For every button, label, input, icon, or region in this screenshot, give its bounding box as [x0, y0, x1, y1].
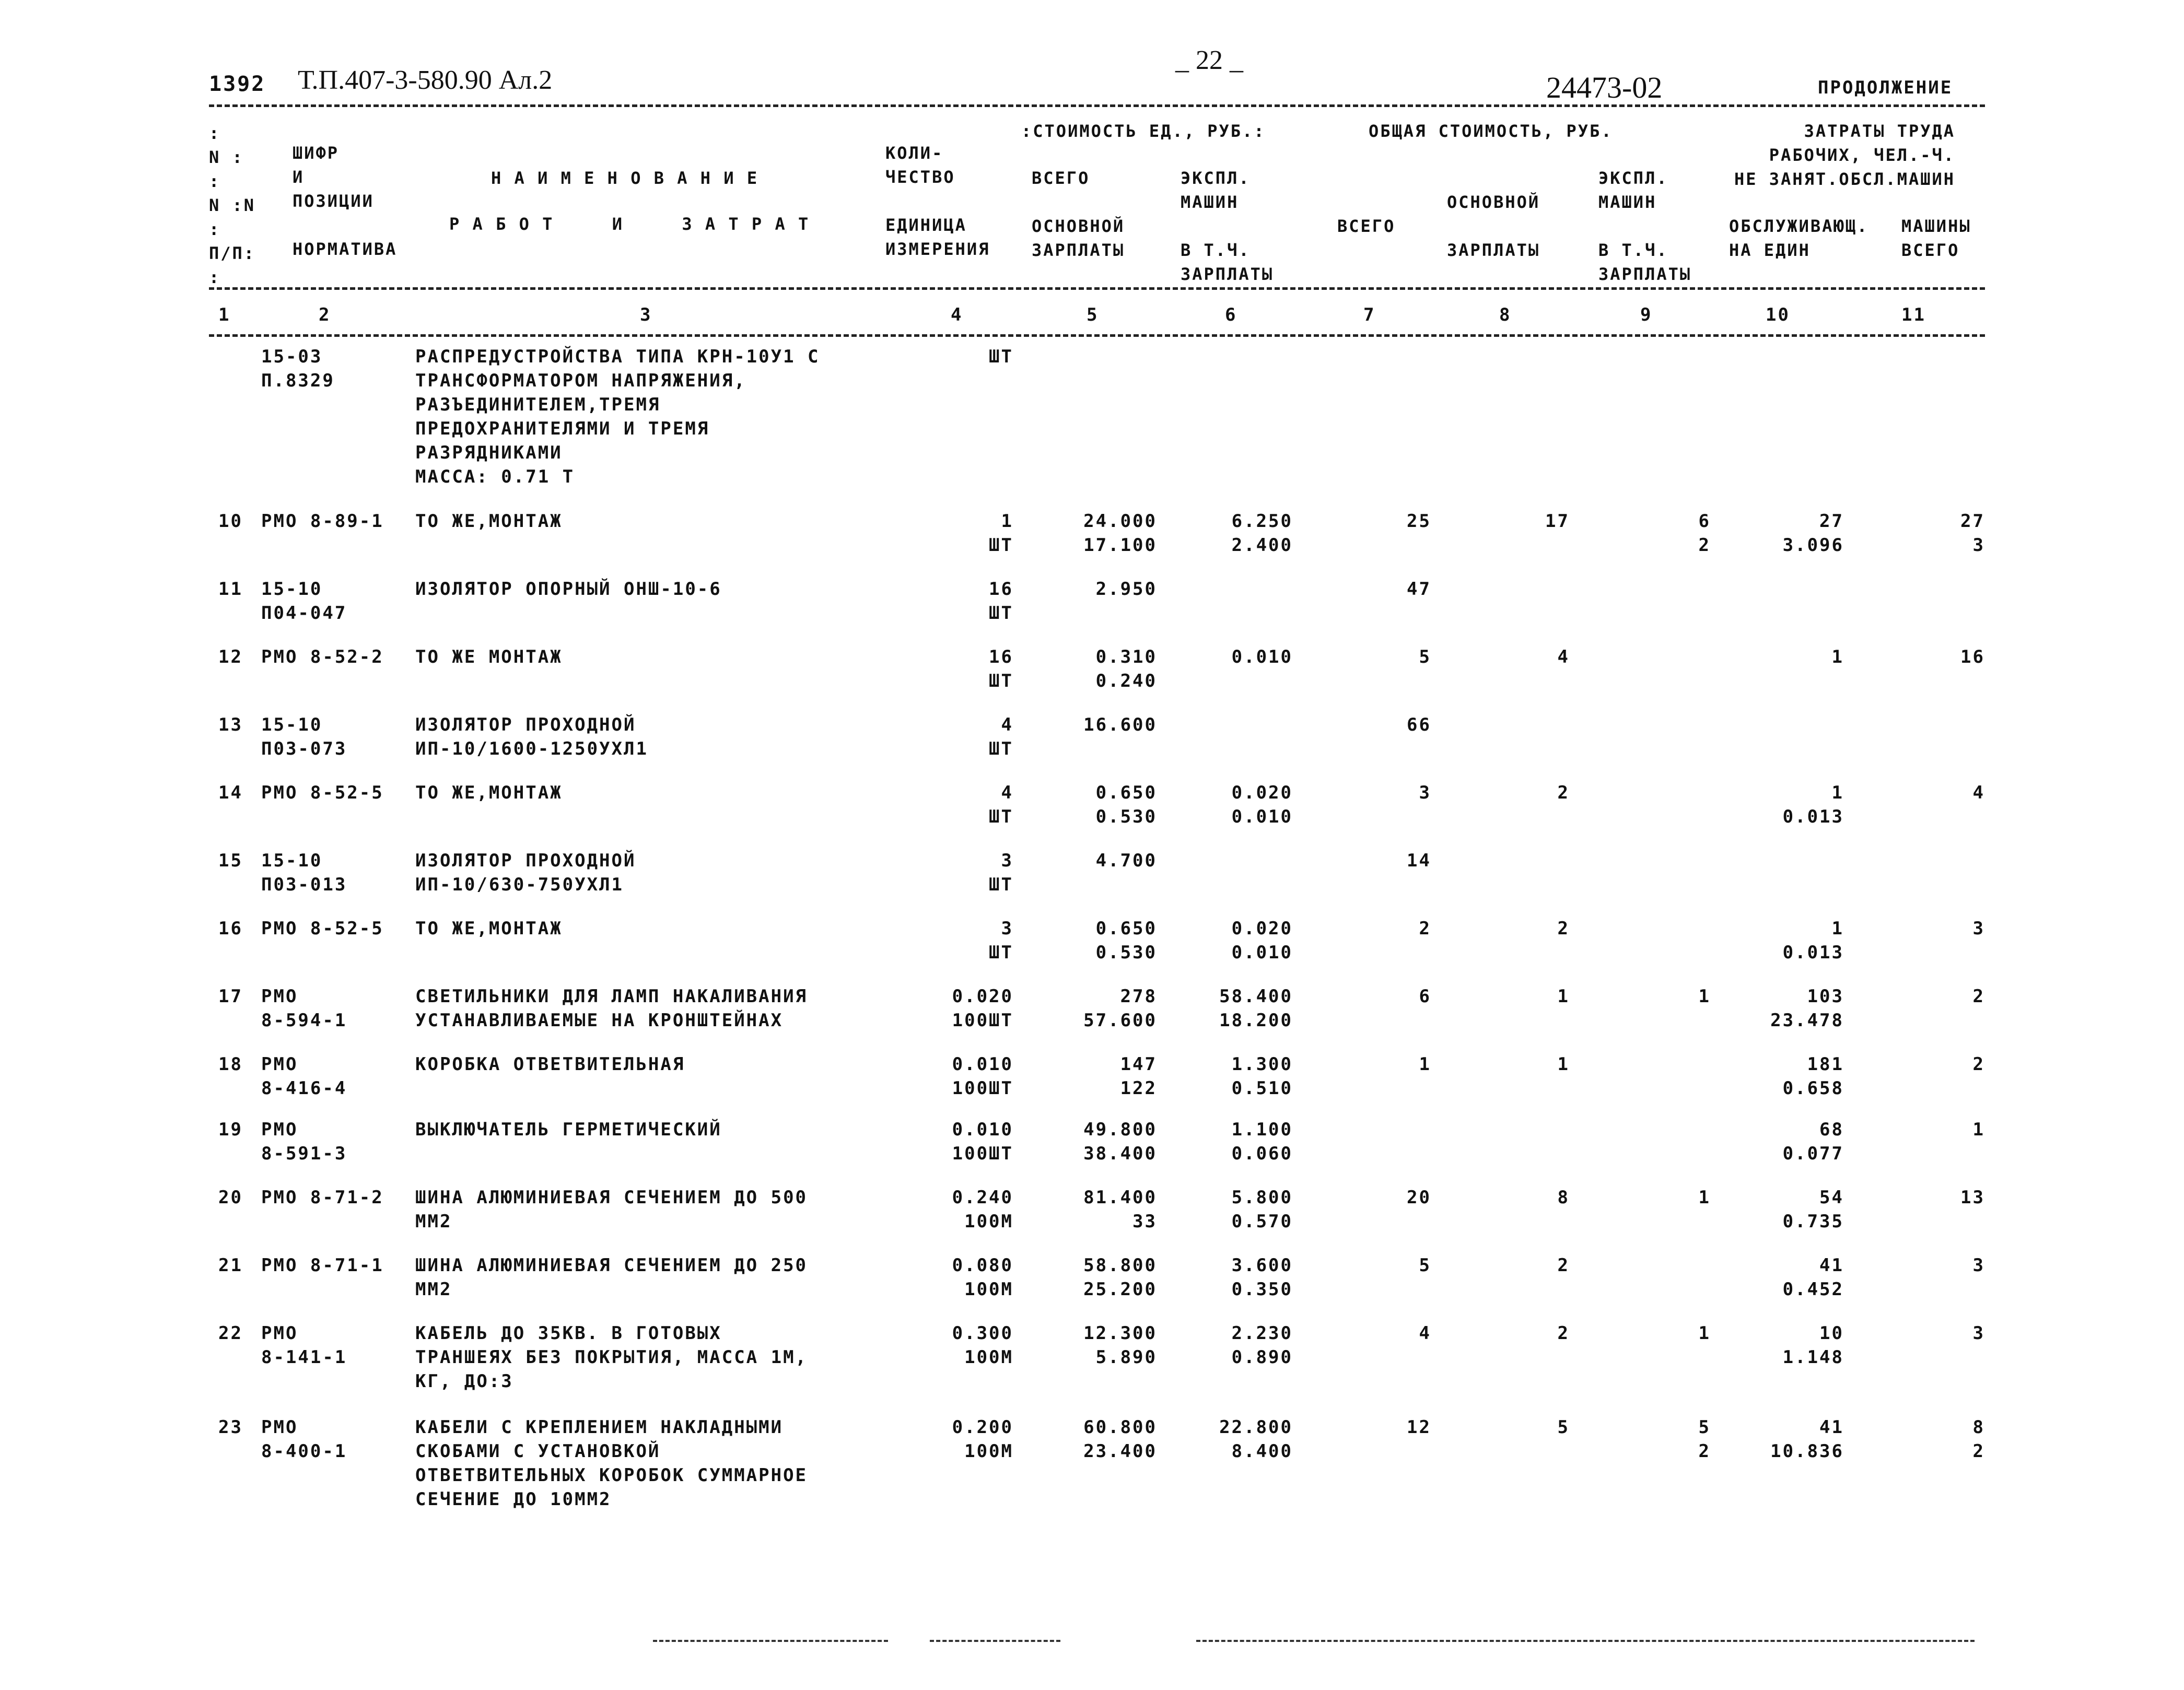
footer-rule-3 — [1196, 1640, 1975, 1642]
labor-total: 27 3 — [1960, 511, 1985, 556]
column-number: 6 — [1225, 304, 1237, 325]
row-number: 10 — [218, 511, 243, 532]
row-number: 16 — [218, 918, 243, 939]
total-cost: 1 — [1419, 1054, 1431, 1075]
work-name: ТО ЖЕ,МОНТАЖ — [415, 782, 563, 803]
unit-cost-machine: 5.800 0.570 — [1231, 1187, 1293, 1232]
total-cost: 3 — [1419, 782, 1431, 803]
quantity-unit: 0.020 100ШТ — [952, 986, 1013, 1031]
labor-per-unit: 103 23.478 — [1770, 986, 1844, 1031]
labor-per-unit: 1 — [1831, 647, 1844, 667]
labor-per-unit: 1 0.013 — [1782, 782, 1844, 827]
work-name: ИЗОЛЯТОР ПРОХОДНОЙ ИП-10/1600-1250УХЛ1 — [415, 714, 648, 759]
unit-cost-machine: 1.300 0.510 — [1231, 1054, 1293, 1099]
row-number: 15 — [218, 850, 243, 871]
total-cost: 12 — [1407, 1417, 1431, 1438]
header-bottom-rule — [209, 334, 1985, 337]
document-number: 24473-02 — [1546, 71, 1663, 104]
row-number: 23 — [218, 1417, 243, 1438]
quantity-unit: 3 ШТ — [989, 850, 1013, 895]
total-machine: 1 — [1698, 986, 1711, 1007]
unit-cost-machine: 1.100 0.060 — [1231, 1119, 1293, 1164]
row-number: 20 — [218, 1187, 243, 1208]
norm-code: РМО 8-52-5 — [261, 782, 384, 803]
total-cost: 66 — [1407, 714, 1431, 735]
total-wages: 1 — [1557, 1054, 1570, 1075]
total-cost: 5 — [1419, 1255, 1431, 1276]
row-number: 17 — [218, 986, 243, 1007]
unit-cost-total: 12.300 5.890 — [1083, 1323, 1157, 1368]
total-cost: 6 — [1419, 986, 1431, 1007]
quantity-unit: 16 ШТ — [989, 579, 1013, 624]
work-name: КАБЕЛИ С КРЕПЛЕНИЕМ НАКЛАДНЫМИ СКОБАМИ С УСТАНОВКОЙ ОТВЕТВИТЕЛЬНЫХ КОРОБОК СУММАРНОЕ СЕЧЕНИЕ ДО 10ММ2 — [415, 1417, 808, 1510]
norm-code: РМО 8-416-4 — [261, 1054, 347, 1099]
work-name: ВЫКЛЮЧАТЕЛЬ ГЕРМЕТИЧЕСКИЙ — [415, 1119, 722, 1140]
header-mid-rule — [209, 287, 1985, 290]
work-name: ТО ЖЕ,МОНТАЖ — [415, 918, 563, 939]
labor-per-unit: 10 1.148 — [1782, 1323, 1844, 1368]
unit-cost-total: 278 57.600 — [1083, 986, 1157, 1031]
norm-code: 15-10 П03-073 — [261, 714, 347, 759]
labor-total: 13 — [1960, 1187, 1985, 1208]
col-head-labor-unit: ОБСЛУЖИВАЮЩ. НА ЕДИН — [1729, 216, 1869, 260]
total-cost: 2 — [1419, 918, 1431, 939]
sheet-code: 1392 — [209, 72, 266, 96]
labor-total: 3 — [1972, 1255, 1985, 1276]
col-head-number: : N : : N :N : П/П: : — [209, 123, 256, 287]
unit-cost-machine: 3.600 0.350 — [1231, 1255, 1293, 1300]
column-number: 2 — [319, 304, 331, 325]
unit-cost-total: 16.600 — [1083, 714, 1157, 735]
total-cost: 14 — [1407, 850, 1431, 871]
work-name: ШИНА АЛЮМИНИЕВАЯ СЕЧЕНИЕМ ДО 250 ММ2 — [415, 1255, 808, 1300]
col-head-quantity: КОЛИ- ЧЕСТВО ЕДИНИЦА ИЗМЕРЕНИЯ — [885, 143, 990, 259]
footer-rule-2 — [930, 1640, 1060, 1642]
labor-per-unit: 27 3.096 — [1782, 511, 1844, 556]
total-machine: 1 — [1698, 1323, 1711, 1344]
total-wages: 5 — [1557, 1417, 1570, 1438]
unit-cost-machine: 0.010 — [1231, 647, 1293, 667]
work-name: КАБЕЛЬ ДО 35КВ. В ГОТОВЫХ ТРАНШЕЯХ БЕЗ ПОКРЫТИЯ, МАССА 1М, КГ, ДО:3 — [415, 1323, 808, 1392]
norm-code: РМО 8-591-3 — [261, 1119, 347, 1164]
quantity-unit: 0.300 100М — [952, 1323, 1013, 1368]
header-top-rule — [209, 104, 1985, 107]
work-name: ТО ЖЕ МОНТАЖ — [415, 647, 563, 667]
unit-cost-total: 60.800 23.400 — [1083, 1417, 1157, 1462]
column-number: 1 — [218, 304, 231, 325]
row-number: 11 — [218, 579, 243, 600]
work-name: ШИНА АЛЮМИНИЕВАЯ СЕЧЕНИЕМ ДО 500 ММ2 — [415, 1187, 808, 1232]
labor-total: 1 — [1972, 1119, 1985, 1140]
col-head-name-1: Н А И М Е Н О В А Н И Е — [491, 168, 759, 188]
norm-code: РМО 8-71-2 — [261, 1187, 384, 1208]
row-number: 22 — [218, 1323, 243, 1344]
col-head-wages: ОСНОВНОЙ ЗАРПЛАТЫ — [1447, 192, 1540, 260]
row-number: 18 — [218, 1054, 243, 1075]
labor-total: 3 — [1972, 1323, 1985, 1344]
labor-per-unit: 181 0.658 — [1782, 1054, 1844, 1099]
col-head-unit-total: ВСЕГО ОСНОВНОЙ ЗАРПЛАТЫ — [1032, 168, 1125, 260]
unit-cost-total: 24.000 17.100 — [1083, 511, 1157, 556]
work-name: ТО ЖЕ,МОНТАЖ — [415, 511, 563, 532]
norm-code: РМО 8-52-5 — [261, 918, 384, 939]
quantity-unit: 3 ШТ — [989, 918, 1013, 963]
labor-total: 3 — [1972, 918, 1985, 939]
total-wages: 2 — [1557, 1255, 1570, 1276]
unit-cost-machine: 0.020 0.010 — [1231, 782, 1293, 827]
norm-code: 15-10 П03-013 — [261, 850, 347, 895]
labor-total: 8 2 — [1972, 1417, 1985, 1462]
total-cost: 5 — [1419, 647, 1431, 667]
unit-cost-total: 2.950 — [1095, 579, 1157, 600]
quantity-unit: 0.010 100ШТ — [952, 1054, 1013, 1099]
quantity-unit: 4 ШТ — [989, 782, 1013, 827]
col-head-total: ВСЕГО — [1337, 216, 1396, 236]
norm-code: 15-03 П.8329 — [261, 346, 335, 391]
work-name: ИЗОЛЯТОР ОПОРНЫЙ ОНШ-10-6 — [415, 579, 722, 600]
col-head-machine: ЭКСПЛ. МАШИН В Т.Ч. ЗАРПЛАТЫ — [1598, 168, 1692, 284]
total-cost: 4 — [1419, 1323, 1431, 1344]
quantity-unit: 16 ШТ — [989, 647, 1013, 691]
norm-code: РМО 8-400-1 — [261, 1417, 347, 1462]
column-number: 8 — [1499, 304, 1512, 325]
total-machine: 6 2 — [1698, 511, 1711, 556]
total-wages: 2 — [1557, 782, 1570, 803]
quantity-unit: 0.200 100М — [952, 1417, 1013, 1462]
unit-cost-total: 147 122 — [1120, 1054, 1157, 1099]
unit-cost-total: 49.800 38.400 — [1083, 1119, 1157, 1164]
col-head-unit-machine: ЭКСПЛ. МАШИН В Т.Ч. ЗАРПЛАТЫ — [1181, 168, 1274, 284]
total-machine: 1 — [1698, 1187, 1711, 1208]
footer-rule-1 — [653, 1640, 888, 1642]
work-name: КОРОБКА ОТВЕТВИТЕЛЬНАЯ — [415, 1054, 685, 1075]
norm-code: РМО 8-71-1 — [261, 1255, 384, 1276]
unit-cost-total: 81.400 33 — [1083, 1187, 1157, 1232]
total-wages: 4 — [1557, 647, 1570, 667]
unit-cost-total: 58.800 25.200 — [1083, 1255, 1157, 1300]
unit-cost-machine: 0.020 0.010 — [1231, 918, 1293, 963]
total-cost: 47 — [1407, 579, 1431, 600]
col-head-name-2: Р А Б О Т И З А Т Р А Т — [449, 214, 810, 234]
labor-total: 16 — [1960, 647, 1985, 667]
column-number: 7 — [1363, 304, 1376, 325]
labor-per-unit: 41 0.452 — [1782, 1255, 1844, 1300]
unit-cost-machine: 2.230 0.890 — [1231, 1323, 1293, 1368]
unit-cost-total: 4.700 — [1095, 850, 1157, 871]
norm-code: РМО 8-594-1 — [261, 986, 347, 1031]
row-number: 14 — [218, 782, 243, 803]
total-cost: 25 — [1407, 511, 1431, 532]
quantity-unit: 0.080 100М — [952, 1255, 1013, 1300]
col-head-unit-cost: :СТОИМОСТЬ ЕД., РУБ.: — [1021, 121, 1266, 141]
column-number: 3 — [640, 304, 652, 325]
work-name: ИЗОЛЯТОР ПРОХОДНОЙ ИП-10/630-750УХЛ1 — [415, 850, 636, 895]
column-number: 11 — [1901, 304, 1926, 325]
labor-total: 2 — [1972, 986, 1985, 1007]
total-wages: 8 — [1557, 1187, 1570, 1208]
continuation-label: ПРОДОЛЖЕНИЕ — [1818, 77, 1953, 98]
page-number: _ 22 _ — [1175, 45, 1243, 75]
quantity-unit: ШТ — [989, 346, 1013, 367]
labor-per-unit: 68 0.077 — [1782, 1119, 1844, 1164]
unit-cost-total: 0.650 0.530 — [1095, 918, 1157, 963]
unit-cost-total: 0.310 0.240 — [1095, 647, 1157, 691]
work-name: СВЕТИЛЬНИКИ ДЛЯ ЛАМП НАКАЛИВАНИЯ УСТАНАВЛИВАЕМЫЕ НА КРОНШТЕЙНАХ — [415, 986, 808, 1031]
quantity-unit: 4 ШТ — [989, 714, 1013, 759]
total-wages: 2 — [1557, 918, 1570, 939]
row-number: 21 — [218, 1255, 243, 1276]
unit-cost-machine: 58.400 18.200 — [1219, 986, 1293, 1031]
work-name: РАСПРЕДУСТРОЙСТВА ТИПА КРН-10У1 С ТРАНСФОРМАТОРОМ НАПРЯЖЕНИЯ, РАЗЪЕДИНИТЕЛЕМ,ТРЕМЯ ПРЕДОХРАНИТЕЛЯМИ И ТРЕМЯ РАЗРЯДНИКАМИ МАССА: 0.71 Т — [415, 346, 820, 487]
total-cost: 20 — [1407, 1187, 1431, 1208]
quantity-unit: 0.010 100ШТ — [952, 1119, 1013, 1164]
total-wages: 2 — [1557, 1323, 1570, 1344]
labor-per-unit: 1 0.013 — [1782, 918, 1844, 963]
document-code: Т.П.407-3-580.90 Ал.2 — [298, 65, 553, 95]
labor-total: 4 — [1972, 782, 1985, 803]
total-wages: 17 — [1545, 511, 1570, 532]
col-head-labor-total: МАШИНЫ ВСЕГО — [1901, 216, 1971, 260]
norm-code: РМО 8-52-2 — [261, 647, 384, 667]
quantity-unit: 0.240 100М — [952, 1187, 1013, 1232]
quantity-unit: 1 ШТ — [989, 511, 1013, 556]
column-number: 4 — [951, 304, 963, 325]
labor-total: 2 — [1972, 1054, 1985, 1075]
labor-per-unit: 54 0.735 — [1782, 1187, 1844, 1232]
norm-code: 15-10 П04-047 — [261, 579, 347, 624]
column-number: 5 — [1087, 304, 1099, 325]
col-head-total-cost: ОБЩАЯ СТОИМОСТЬ, РУБ. — [1369, 121, 1613, 141]
column-number: 9 — [1640, 304, 1653, 325]
total-wages: 1 — [1557, 986, 1570, 1007]
norm-code: РМО 8-89-1 — [261, 511, 384, 532]
total-machine: 5 2 — [1698, 1417, 1711, 1462]
norm-code: РМО 8-141-1 — [261, 1323, 347, 1368]
unit-cost-total: 0.650 0.530 — [1095, 782, 1157, 827]
row-number: 19 — [218, 1119, 243, 1140]
unit-cost-machine: 6.250 2.400 — [1231, 511, 1293, 556]
row-number: 13 — [218, 714, 243, 735]
col-head-code: ШИФР И ПОЗИЦИИ НОРМАТИВА — [293, 143, 398, 259]
row-number: 12 — [218, 647, 243, 667]
column-number: 10 — [1766, 304, 1790, 325]
labor-per-unit: 41 10.836 — [1770, 1417, 1844, 1462]
col-head-labor: ЗАТРАТЫ ТРУДА РАБОЧИХ, ЧЕЛ.-Ч. НЕ ЗАНЯТ.ОБСЛ.МАШИН — [1734, 121, 1956, 189]
unit-cost-machine: 22.800 8.400 — [1219, 1417, 1293, 1462]
